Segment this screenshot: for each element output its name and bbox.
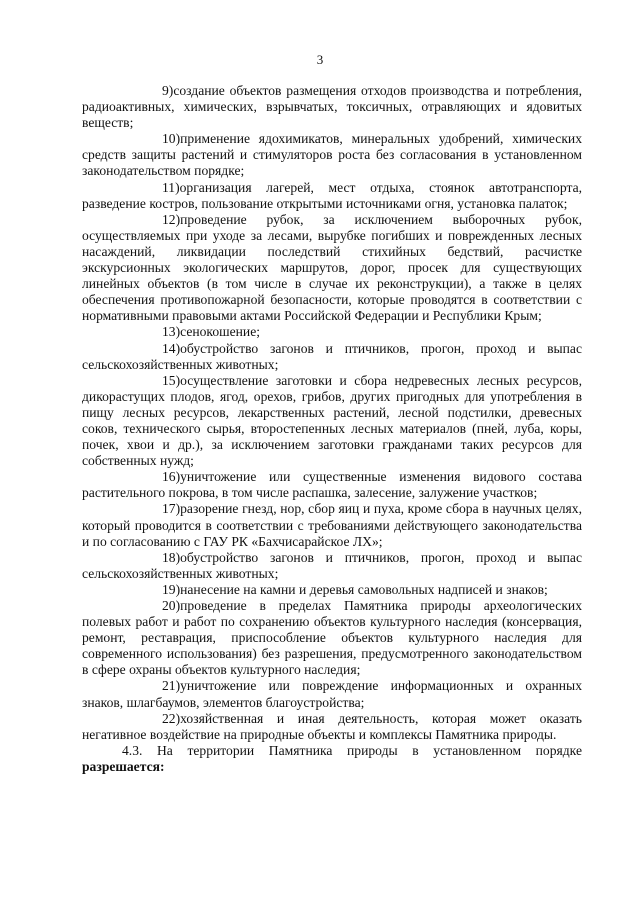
item-text: обустройство загонов и птичников, прогон, проход и выпас сельскохозяйственных животных; — [82, 549, 582, 581]
item-text: разорение гнезд, нор, сбор яиц и пуха, кроме сбора в научных целях, который проводится в соответствии с требованиями действующего законодательства и по согласованию с ГАУ РК «Бахчисарайское ЛХ»; — [82, 501, 582, 549]
list-item — [82, 598, 582, 678]
list-item — [82, 212, 582, 325]
document-body — [82, 83, 582, 775]
item-number: 9) — [162, 83, 174, 98]
item-number: 22) — [162, 710, 181, 726]
list-item — [82, 180, 582, 212]
item-text: сенокошение; — [180, 324, 261, 340]
list-item — [82, 324, 582, 340]
list-item — [82, 550, 582, 582]
section-heading — [82, 743, 582, 775]
item-number: 11) — [162, 179, 180, 195]
item-number: 16) — [162, 469, 181, 485]
item-text: хозяйственная и иная деятельность, которая может оказать негативное воздействие на природные объекты и комплексы Памятника природы. — [82, 710, 582, 742]
item-number: 15) — [162, 372, 181, 388]
item-number: 14) — [162, 340, 181, 356]
item-text: уничтожение или существенные изменения видового состава растительного покрова, в том числе распашка, залесение, залужение участков; — [82, 469, 582, 501]
item-text: осуществление заготовки и сбора недревесных лесных ресурсов, дикорастущих плодов, ягод, орехов, грибов, других пригодных для употребления в пищу лесных ресурсов, лекарственных растений, лесной подстилки, древесных соков, технического сырья, второстепенных лесных материалов (пней, луба, коры, почек, хвои и др.), за исключением заготовки гражданами таких ресурсов для собственных нужд; — [82, 372, 582, 469]
item-text: проведение в пределах Памятника природы археологических полевых работ и работ по сохранению объектов культурного наследия (консервация, ремонт, реставрация, приспособление объектов культурного наследия для современного использования) без разрешения, предусмотренного законодательством в сфере охраны объектов культурного наследия; — [82, 598, 582, 678]
page-number: 3 — [316, 52, 324, 67]
item-number: 13) — [162, 324, 181, 340]
item-number: 17) — [162, 501, 181, 517]
list-item — [82, 501, 582, 549]
item-number: 20) — [162, 598, 181, 613]
item-text: обустройство загонов и птичников, прогон, проход и выпас сельскохозяйственных животных; — [82, 340, 582, 372]
item-text: уничтожение или повреждение информационных и охранных знаков, шлагбаумов, элементов благоустройства; — [82, 678, 582, 710]
list-item — [82, 131, 582, 179]
section-text: 4.3. На территории Памятника природы в установленном порядке — [122, 742, 582, 758]
list-item — [82, 341, 582, 373]
list-item — [82, 582, 582, 598]
list-item — [82, 469, 582, 501]
item-number: 19) — [162, 581, 181, 597]
item-number: 18) — [162, 549, 181, 565]
item-text: организация лагерей, мест отдыха, стоянок автотранспорта, разведение костров, пользование открытыми источниками огня, установка палаток; — [82, 179, 582, 211]
list-item — [82, 373, 582, 470]
item-number: 21) — [162, 678, 181, 694]
list-item — [82, 711, 582, 743]
item-text: нанесение на камни и деревья самовольных надписей и знаков; — [180, 581, 548, 597]
item-text: применение ядохимикатов, минеральных удобрений, химических средств защиты растений и стимуляторов роста без согласования в установленном законодательством порядке; — [82, 131, 582, 179]
item-number: 10) — [162, 131, 181, 147]
item-text: проведение рубок, за исключением выборочных рубок, осуществляемых при уходе за лесами, вырубке погибших и поврежденных лесных насаждений, ликвидации последствий стихийных бедствий, расчистке экскурсионных экологических маршрутов, дорог, просек для существующих линейных объектов (в том числе в случае их реконструкции), а также в целях обеспечения противопожарной безопасности, которые проводятся в соответствии с нормативными правовыми актами Российской Федерации и Республики Крым; — [82, 211, 582, 324]
item-number: 12) — [162, 211, 181, 227]
list-item — [82, 678, 582, 710]
item-text: создание объектов размещения отходов производства и потребления, радиоактивных, химических, взрывчатых, токсичных, отравляющих и ядовитых веществ; — [82, 83, 582, 131]
list-item — [82, 83, 582, 131]
section-bold-text: разрешается: — [82, 758, 165, 774]
